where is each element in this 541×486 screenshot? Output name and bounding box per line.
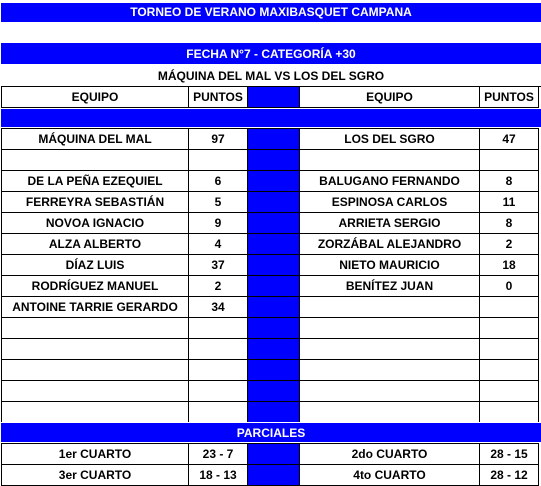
left-player-points: 9 [189,213,248,234]
left-player-name [2,402,189,423]
right-player-name [300,381,480,402]
right-equipo-header: EQUIPO [300,87,480,108]
row-gap [248,318,300,339]
player-row [2,339,539,360]
roster-table [1,128,539,423]
right-player-points [480,318,539,339]
right-player-name: BALUGANO FERNANDO [300,171,480,192]
left-player-name [2,360,189,381]
player-row [2,381,539,402]
player-row [2,297,539,318]
right-player-points: 11 [480,192,539,213]
right-player-name [300,318,480,339]
match-title-text: MÁQUINA DEL MAL VS LOS DEL SGRO [157,69,385,83]
row-gap [248,192,300,213]
left-player-points: 6 [189,171,248,192]
left-player-name: DÍAZ LUIS [2,255,189,276]
player-row [2,318,539,339]
left-team-name: MÁQUINA DEL MAL [2,129,189,150]
row-gap [248,255,300,276]
right-player-points [480,402,539,423]
blank-cell [480,150,539,171]
quarter-row [2,465,539,486]
left-player-points: 5 [189,192,248,213]
quarter-row [2,444,539,465]
right-player-points: 18 [480,255,539,276]
quarter-label: 3er CUARTO [2,465,189,486]
left-player-points: 4 [189,234,248,255]
quarter-score: 18 - 13 [189,465,248,486]
player-row [2,213,539,234]
quarter-label: 4to CUARTO [300,465,480,486]
left-player-name: NOVOA IGNACIO [2,213,189,234]
fecha-category-label: FECHA N°7 - CATEGORÍA +30 [186,47,356,61]
quarter-label: 2do CUARTO [300,444,480,465]
left-puntos-header: PUNTOS [189,87,248,108]
row-gap [248,402,300,423]
parciales-title: PARCIALES [236,426,306,440]
left-player-name [2,381,189,402]
left-player-name: RODRÍGUEZ MANUEL [2,276,189,297]
right-player-points: 2 [480,234,539,255]
player-row [2,402,539,423]
player-row [2,276,539,297]
column-header-row [1,86,539,108]
right-player-points [480,360,539,381]
team-total-row [2,129,539,150]
row-gap [248,465,300,486]
left-player-points [189,360,248,381]
parciales-band [1,422,541,443]
right-player-points: 0 [480,276,539,297]
right-player-name: NIETO MAURICIO [300,255,480,276]
right-player-name: ZORZÁBAL ALEJANDRO [300,234,480,255]
player-row [2,234,539,255]
right-team-name: LOS DEL SGRO [300,129,480,150]
row-gap [248,339,300,360]
tournament-title: TORNEO DE VERANO MAXIBASQUET CAMPANA [130,5,412,19]
right-player-name: BENÍTEZ JUAN [300,276,480,297]
right-player-name: ARRIETA SERGIO [300,213,480,234]
player-row [2,171,539,192]
header-gap [248,87,300,108]
left-player-name [2,318,189,339]
tournament-title-band [1,2,541,23]
left-player-name [2,339,189,360]
right-player-points [480,339,539,360]
quarter-scores-table [1,443,539,486]
right-player-name: ESPINOSA CARLOS [300,192,480,213]
row-gap [248,234,300,255]
left-team-points: 97 [189,129,248,150]
blank-row [2,150,539,171]
quarter-score: 28 - 12 [480,465,539,486]
left-player-points [189,318,248,339]
fecha-band [1,42,541,65]
row-gap [248,213,300,234]
right-player-name [300,360,480,381]
left-player-points: 34 [189,297,248,318]
row-gap [248,150,300,171]
quarter-score: 28 - 15 [480,444,539,465]
right-player-name [300,339,480,360]
left-player-name: FERREYRA SEBASTIÁN [2,192,189,213]
quarter-score: 23 - 7 [189,444,248,465]
left-player-name: DE LA PEÑA EZEQUIEL [2,171,189,192]
left-player-name: ALZA ALBERTO [2,234,189,255]
right-player-name [300,297,480,318]
left-equipo-header: EQUIPO [2,87,189,108]
right-player-points [480,297,539,318]
left-player-points [189,381,248,402]
match-title [1,66,541,87]
right-team-points: 47 [480,129,539,150]
right-player-points: 8 [480,213,539,234]
player-row [2,255,539,276]
left-player-points [189,339,248,360]
left-player-name: ANTOINE TARRIE GERARDO [2,297,189,318]
blank-cell [189,150,248,171]
row-gap [248,360,300,381]
left-player-points [189,402,248,423]
quarter-label: 1er CUARTO [2,444,189,465]
player-row [2,192,539,213]
right-puntos-header: PUNTOS [480,87,539,108]
row-gap [248,171,300,192]
right-player-name [300,402,480,423]
right-player-points [480,381,539,402]
row-gap [248,129,300,150]
row-gap [248,444,300,465]
right-player-points: 8 [480,171,539,192]
row-gap [248,297,300,318]
row-gap [248,276,300,297]
left-player-points: 37 [189,255,248,276]
blank-cell [300,150,480,171]
header-separator-band [1,108,541,128]
row-gap [248,381,300,402]
player-row [2,360,539,381]
left-player-points: 2 [189,276,248,297]
blank-cell [2,150,189,171]
